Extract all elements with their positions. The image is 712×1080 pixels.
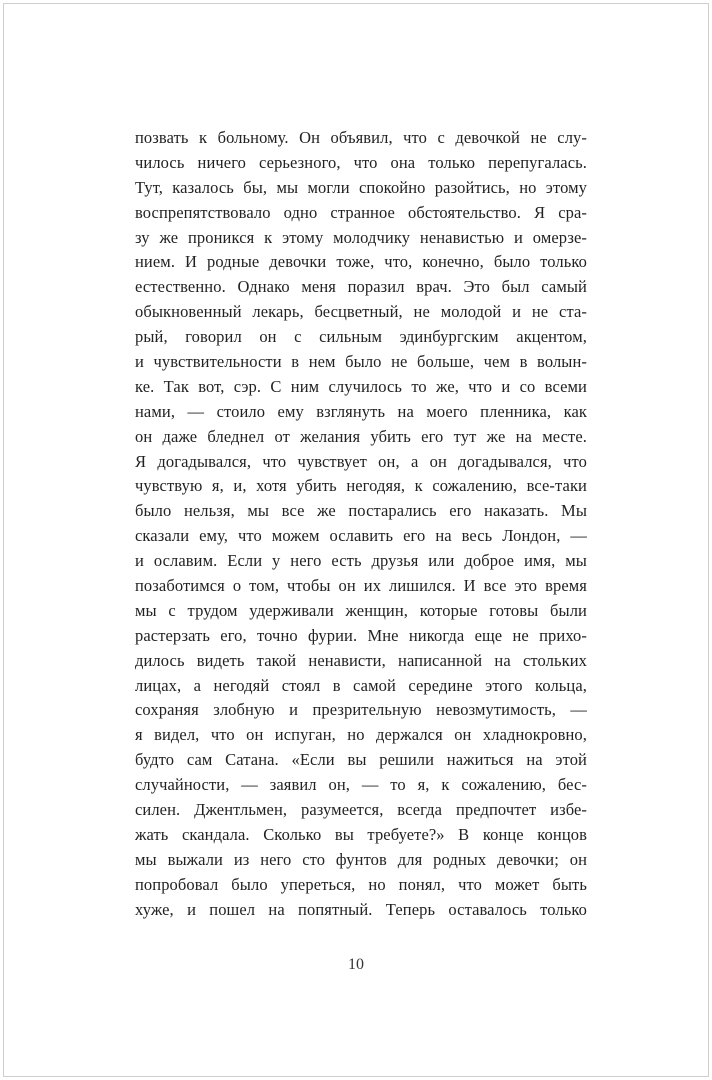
text-line: нами, — стоило ему взглянуть на моего пленника, как bbox=[135, 401, 587, 421]
text-line: нием. И родные девочки тоже, что, конечно, было только bbox=[135, 252, 587, 272]
text-line: естественно. Однако меня поразил врач. Это был самый bbox=[135, 277, 587, 297]
text-line: попробовал было упереться, но понял, что может быть bbox=[135, 874, 587, 894]
text-line: было нельзя, мы все же постарались его наказать. Мы bbox=[135, 501, 587, 521]
text-line: мы выжали из него сто фунтов для родных девочки; он bbox=[135, 849, 587, 869]
text-line: случайности, — заявил он, — то я, к сожалению, бес- bbox=[135, 775, 587, 795]
text-line: рый, говорил он с сильным эдинбургским акцентом, bbox=[135, 327, 587, 347]
text-line: лицах, а негодяй стоял в самой середине этого кольца, bbox=[135, 675, 587, 695]
text-line: хуже, и пошел на попятный. Теперь оставалось только bbox=[135, 899, 587, 919]
text-line: и чувствительности в нем было не больше, чем в волын- bbox=[135, 352, 587, 372]
text-line: растерзать его, точно фурии. Мне никогда еще не прихо- bbox=[135, 625, 587, 645]
text-line: обыкновенный лекарь, бесцветный, не молодой и не ста- bbox=[135, 302, 587, 322]
text-line: Я догадывался, что чувствует он, а он догадывался, что bbox=[135, 451, 587, 471]
text-line: Тут, казалось бы, мы могли спокойно разойтись, но этому bbox=[135, 177, 587, 197]
text-line: силен. Джентльмен, разумеется, всегда предпочтет избе- bbox=[135, 800, 587, 820]
text-line: ке. Так вот, сэр. С ним случилось то же, что и со всеми bbox=[135, 376, 587, 396]
text-line: сказали ему, что можем ославить его на весь Лондон, — bbox=[135, 526, 587, 546]
text-line: зу же проникся к этому молодчику ненавистью и омерзе- bbox=[135, 227, 587, 247]
text-line: будто сам Сатана. «Если вы решили нажиться на этой bbox=[135, 750, 587, 770]
text-line: жать скандала. Сколько вы требуете?» В конце концов bbox=[135, 824, 587, 844]
text-line: дилось видеть такой ненависти, написанной на стольких bbox=[135, 650, 587, 670]
text-line: позвать к больному. Он объявил, что с девочкой не слу- bbox=[135, 128, 587, 147]
text-line: он даже бледнел от желания убить его тут же на месте. bbox=[135, 426, 587, 446]
page-text bbox=[135, 126, 587, 923]
text-line: я видел, что он испуган, но держался он хладнокровно, bbox=[135, 725, 587, 745]
text-line: позаботимся о том, чтобы он их лишился. И все это время bbox=[135, 576, 587, 596]
text-line: и ославим. Если у него есть друзья или доброе имя, мы bbox=[135, 551, 587, 571]
text-line: чувствую я, и, хотя убить негодяя, к сожалению, все-таки bbox=[135, 476, 587, 496]
text-line: чилось ничего серьезного, что она только перепугалась. bbox=[135, 152, 587, 172]
book-page bbox=[3, 3, 709, 1077]
text-line: мы с трудом удерживали женщин, которые готовы были bbox=[135, 600, 587, 620]
page-number: 10 bbox=[348, 956, 364, 973]
text-line: воспрепятствовало одно странное обстоятельство. Я сра- bbox=[135, 202, 587, 222]
text-line: сохраняя злобную и презрительную невозмутимость, — bbox=[135, 700, 587, 720]
